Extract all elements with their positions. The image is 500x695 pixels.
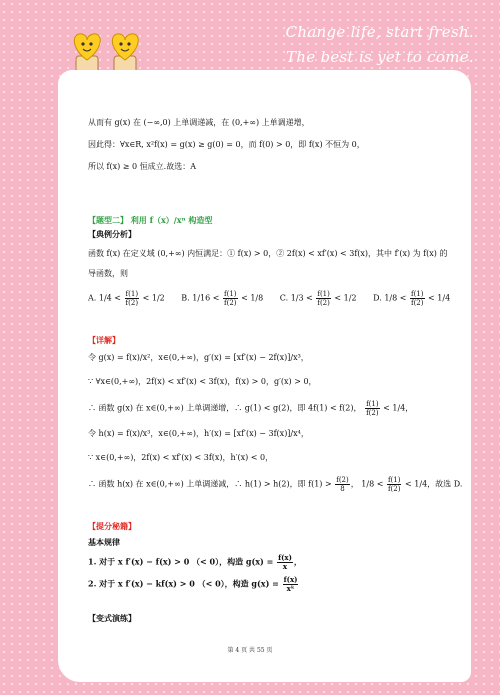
problem-text: 导函数，则 (88, 269, 128, 278)
tips-label: 【提分秘籍】 (88, 521, 136, 531)
page-number: 第 4 页 共 55 页 (227, 647, 273, 654)
solution-line: ∴ 函数 h(x) 在 x∈(0,+∞) 上单调递减，∴ h(1) > h(2)，即 f(1) > $\frac{f(2)}{8}$ ， 1/8 < $\frac{f(1)}{f(2)}$ < 1/4，故选 D. (88, 476, 463, 493)
answer-options (88, 290, 464, 307)
header-slogan (286, 20, 474, 70)
solution-line: 令 g(x) = f(x)/x²，x∈(0,+∞)，g′(x) = [xf′(x) − 2f(x)]/x³， (88, 353, 309, 362)
solution-line: ∵ ∀x∈(0,+∞)，2f(x) < xf′(x) < 3f(x)，f(x) > 0，g′(x) > 0， (88, 377, 317, 386)
option-b[interactable]: B. 1/16 < $\frac{f(1)}{f(2)}$ < 1/8 (181, 290, 264, 307)
rule-item: 1. 对于 x f′(x) − f(x) > 0 （< 0），构造 g(x) = $\frac{f(x)}{x}$ ， (88, 553, 302, 571)
option-c[interactable]: C. 1/3 < $\frac{f(1)}{f(2)}$ < 1/2 (279, 290, 357, 307)
solution-line: 令 h(x) = f(x)/x³，x∈(0,+∞)，h′(x) = [xf′(x) − 3f(x)]/x⁴， (88, 429, 309, 438)
slogan-line-2: The best is yet to come. (285, 48, 474, 66)
solution-line: ∵ x∈(0,+∞)，2f(x) < xf′(x) < 3f(x)，h′(x) < 0， (88, 453, 274, 462)
option-d[interactable]: D. 1/8 < $\frac{f(1)}{f(2)}$ < 1/4 (373, 290, 451, 307)
option-a[interactable]: A. 1/4 < $\frac{f(1)}{f(2)}$ < 1/2 (88, 290, 165, 307)
slogan-line-1: Change life, start fresh. (285, 23, 474, 41)
section-title: 【题型二】 利用 f（x）/xⁿ 构造型 (88, 215, 213, 225)
text-line: 因此得：∀x∈R, x²f(x) = g(x) ≥ g(0) = 0，而 f(0) > 0，即 f(x) 不恒为 0， (88, 140, 365, 149)
text-line: 所以 f(x) ≥ 0 恒成立.故选：A (88, 162, 196, 171)
problem-text: 函数 f(x) 在定义域 (0,+∞) 内恒满足：① f(x) > 0，② 2f(x) < xf′(x) < 3f(x)，其中 f′(x) 为 f(x) 的 (88, 249, 448, 258)
rule-item: 2. 对于 x f′(x) − kf(x) > 0 （< 0），构造 g(x) = $\frac{f(x)}{\text{xᵏ}}$ (88, 575, 298, 593)
rule-title: 基本规律 (88, 537, 120, 547)
detail-label: 【详解】 (88, 335, 120, 345)
solution-line: ∴ 函数 g(x) 在 x∈(0,+∞) 上单调递增，∴ g(1) < g(2)，即 4f(1) < f(2)， $\frac{f(1)}{f(2)}$ < 1/4， (88, 400, 414, 417)
text-line: 从而有 g(x) 在 (−∞,0) 上单调递减，在 (0,+∞) 上单调递增， (88, 118, 310, 127)
practice-label: 【变式演练】 (88, 613, 136, 623)
example-label: 【典例分析】 (88, 229, 136, 239)
